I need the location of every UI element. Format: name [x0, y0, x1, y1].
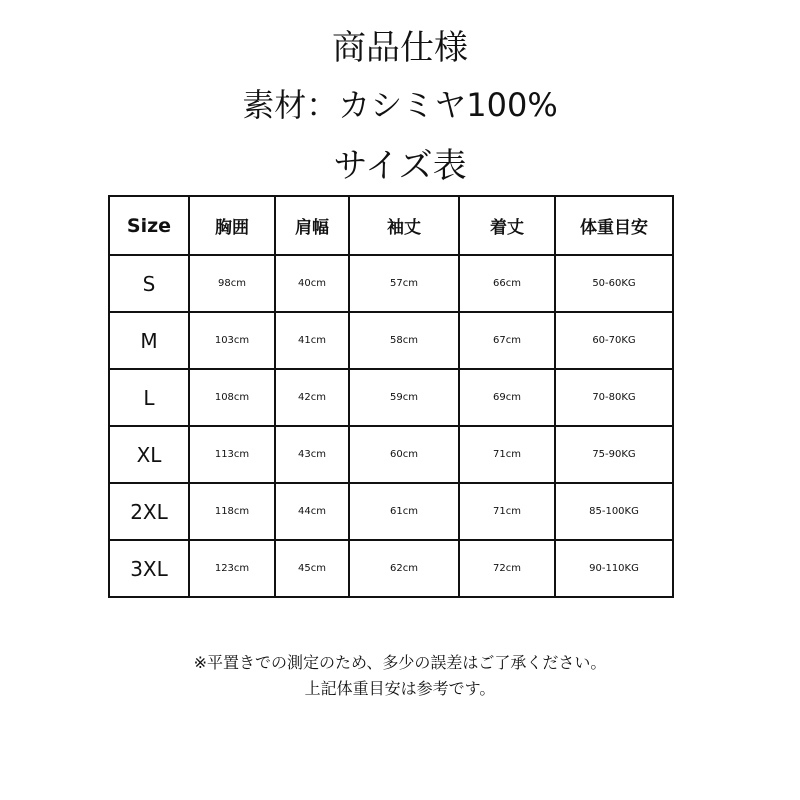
- chest-cell: 113cm: [189, 426, 275, 483]
- length-cell: 72cm: [459, 540, 555, 597]
- page-title: 商品仕様: [332, 28, 468, 68]
- chest-cell: 118cm: [189, 483, 275, 540]
- size-cell: 2XL: [109, 483, 189, 540]
- table-row: [109, 426, 673, 483]
- sleeve-cell: 58cm: [349, 312, 459, 369]
- table-row: [109, 369, 673, 426]
- sleeve-cell: 57cm: [349, 255, 459, 312]
- size-table: [108, 195, 674, 598]
- shoulder-cell: 43cm: [275, 426, 349, 483]
- size-cell: M: [109, 312, 189, 369]
- weight-cell: 90-110KG: [555, 540, 673, 597]
- table-row: [109, 312, 673, 369]
- size-chart-title: サイズ表: [333, 146, 467, 186]
- shoulder-cell: 44cm: [275, 483, 349, 540]
- weight-cell: 60-70KG: [555, 312, 673, 369]
- length-cell: 71cm: [459, 483, 555, 540]
- chest-cell: 103cm: [189, 312, 275, 369]
- column-header-length: 着丈: [459, 196, 555, 255]
- table-row: [109, 255, 673, 312]
- sleeve-cell: 61cm: [349, 483, 459, 540]
- shoulder-cell: 41cm: [275, 312, 349, 369]
- size-cell: L: [109, 369, 189, 426]
- column-header-chest: 胸囲: [189, 196, 275, 255]
- weight-cell: 50-60KG: [555, 255, 673, 312]
- size-cell: XL: [109, 426, 189, 483]
- length-cell: 69cm: [459, 369, 555, 426]
- column-header-sleeve: 袖丈: [349, 196, 459, 255]
- chest-cell: 108cm: [189, 369, 275, 426]
- measurement-note: ※平置きでの測定のため、多少の誤差はご了承ください。: [193, 653, 607, 672]
- length-cell: 71cm: [459, 426, 555, 483]
- shoulder-cell: 42cm: [275, 369, 349, 426]
- sleeve-cell: 59cm: [349, 369, 459, 426]
- column-header-shoulder: 肩幅: [275, 196, 349, 255]
- weight-note: 上記体重目安は参考です。: [304, 679, 496, 698]
- weight-cell: 85-100KG: [555, 483, 673, 540]
- weight-cell: 75-90KG: [555, 426, 673, 483]
- chest-cell: 123cm: [189, 540, 275, 597]
- size-cell: 3XL: [109, 540, 189, 597]
- sleeve-cell: 60cm: [349, 426, 459, 483]
- table-header-row: [109, 196, 673, 255]
- weight-cell: 70-80KG: [555, 369, 673, 426]
- chest-cell: 98cm: [189, 255, 275, 312]
- shoulder-cell: 40cm: [275, 255, 349, 312]
- length-cell: 66cm: [459, 255, 555, 312]
- length-cell: 67cm: [459, 312, 555, 369]
- sleeve-cell: 62cm: [349, 540, 459, 597]
- table-row: [109, 483, 673, 540]
- column-header-size: Size: [109, 196, 189, 255]
- table-row: [109, 540, 673, 597]
- shoulder-cell: 45cm: [275, 540, 349, 597]
- size-cell: S: [109, 255, 189, 312]
- material-line: 素材：カシミヤ100%: [242, 86, 558, 124]
- column-header-weight: 体重目安: [555, 196, 673, 255]
